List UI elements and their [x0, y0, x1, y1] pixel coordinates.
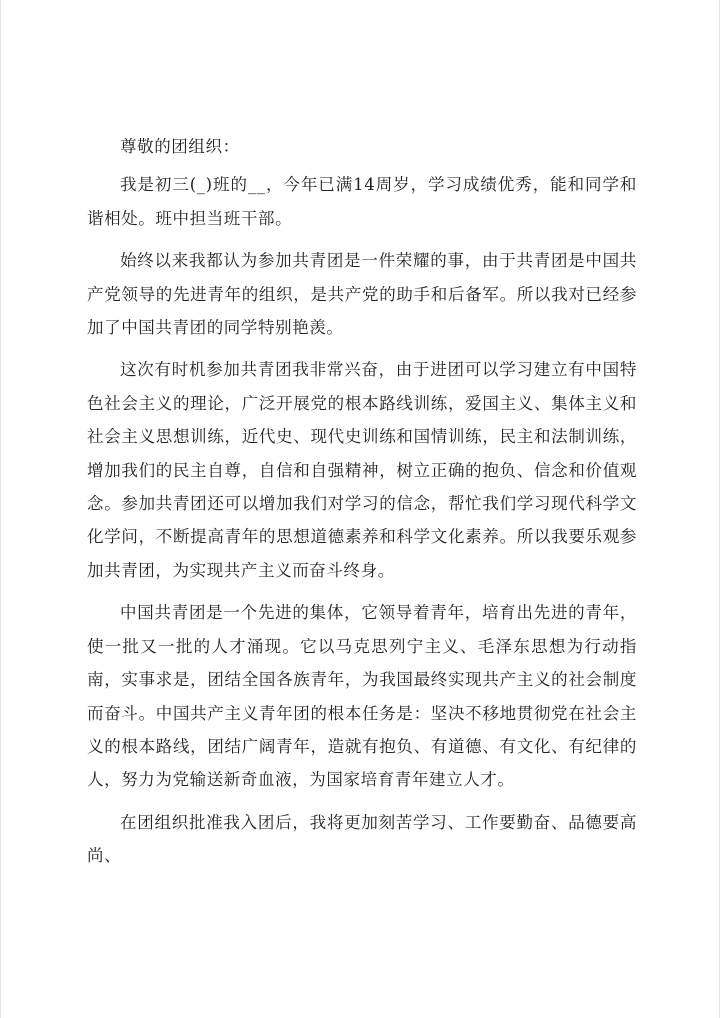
paragraph-honor: 始终以来我都认为参加共青团是一件荣耀的事，由于共青团是中国共产党领导的先进青年的组织，是共产党的助手和后备军。所以我对已经参加了中国共青团的同学特别艳羡。	[87, 251, 637, 338]
document-body	[87, 130, 637, 882]
paragraph-intro: 我是初三(_)班的__，今年已满14周岁，学习成绩优秀，能和同学和谐相处。班中担当班干部。	[87, 175, 637, 228]
paragraph-motivation: 这次有时机参加共青团我非常兴奋，由于进团可以学习建立有中国特色社会主义的理论，广泛开展党的根本路线训练，爱国主义、集体主义和社会主义思想训练，近代史、现代史训练和国情训练，民主和法制训练，增加我们的民主自尊，自信和自强精神，树立正确的抱负、信念和价值观念。参加共青团还可以增加我们对学习的信念，帮忙我们学习现代科学文化学问，不断提高青年的思想道德素养和科学文化素养。所以我要乐观参加共青团，为实现共产主义而奋斗终身。	[87, 360, 637, 580]
paragraph-commitment: 在团组织批准我入团后，我将更加刻苦学习、工作要勤奋、品德要高尚、	[87, 812, 637, 866]
salutation: 尊敬的团组织：	[120, 137, 240, 156]
paragraph-league-description: 中国共青团是一个先进的集体，它领导着青年，培育出先进的青年，使一批又一批的人才涌现。它以马克思列宁主义、毛泽东思想为行动指南，实事求是，团结全国各族青年，为我国最终实现共产主义的社会制度而奋斗。中国共产主义青年团的根本任务是：坚决不移地贯彻党在社会主义的根本路线，团结广阔青年，造就有抱负、有道德、有文化、有纪律的人，努力为党输送新奇血液，为国家培育青年建立人才。	[87, 603, 637, 790]
